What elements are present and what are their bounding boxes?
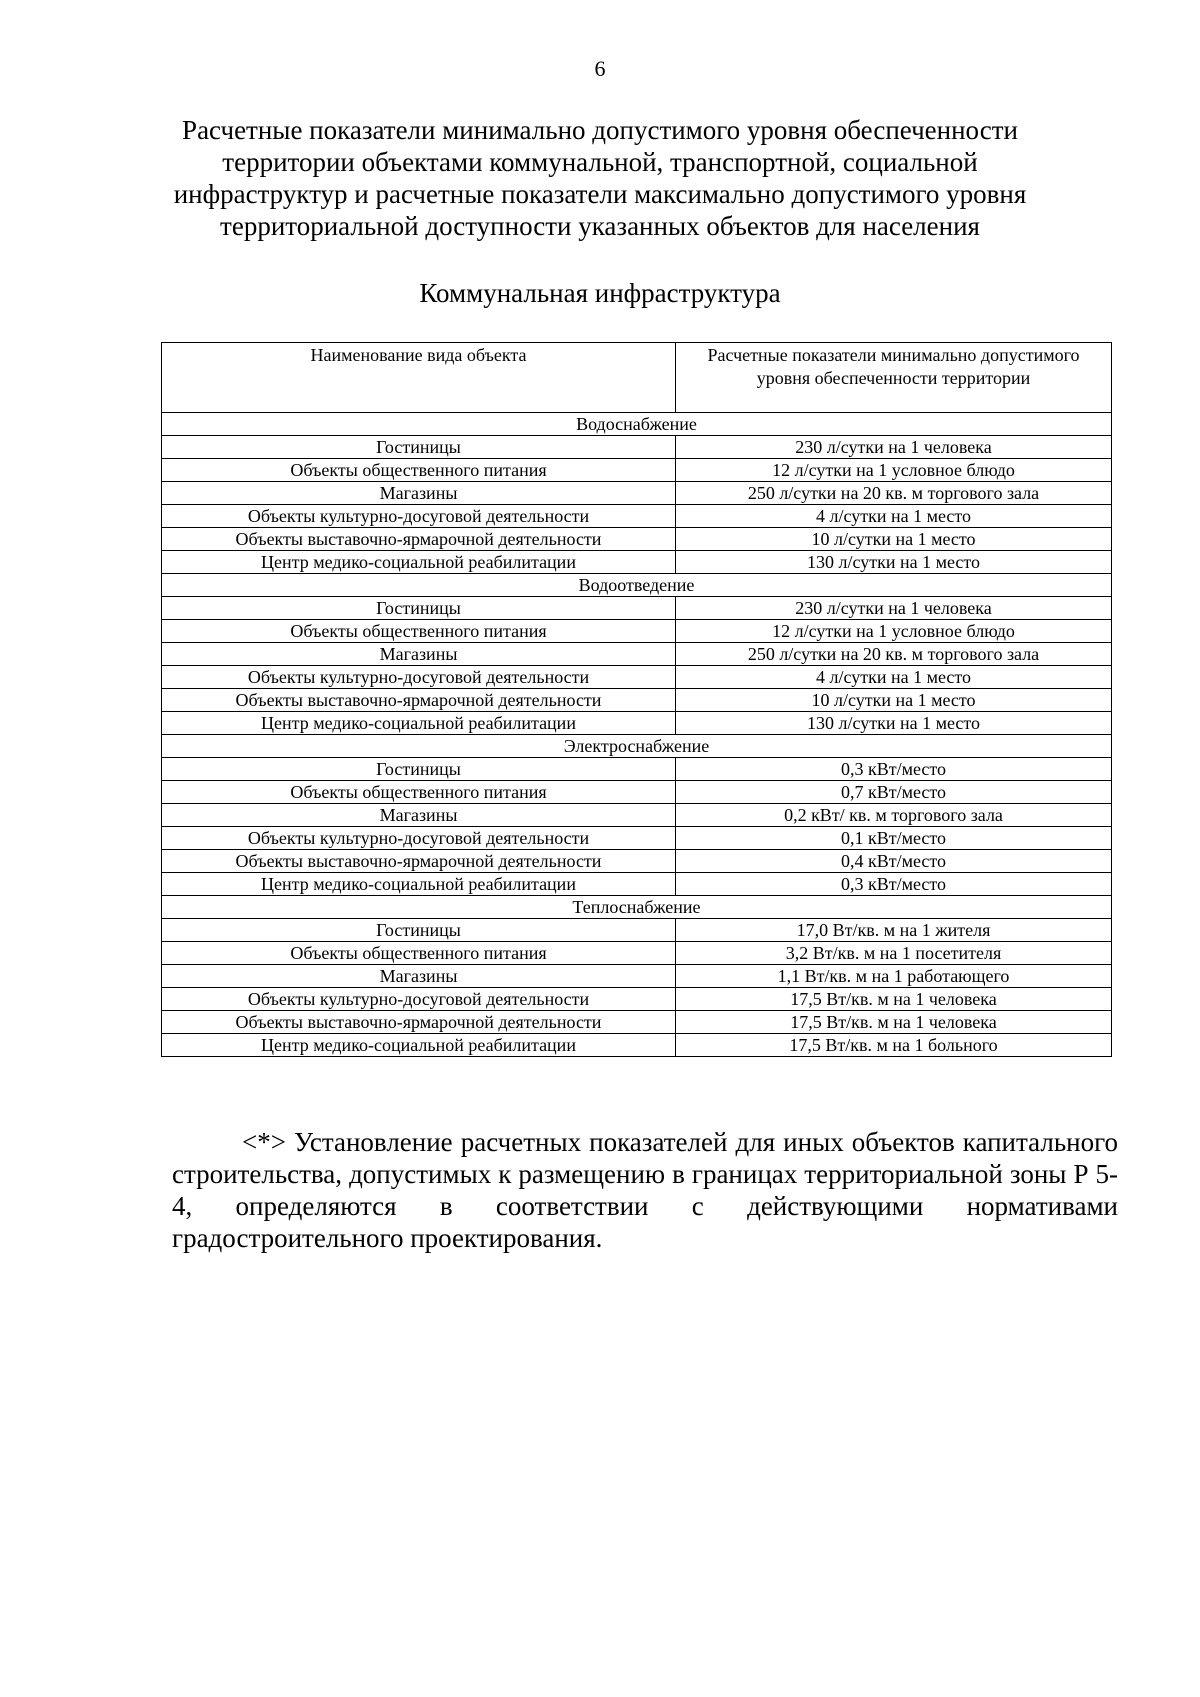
object-type-cell: Центр медико-социальной реабилитации: [162, 551, 676, 574]
norm-value-cell: 0,7 кВт/место: [676, 781, 1112, 804]
object-type-cell: Объекты культурно-досуговой деятельности: [162, 827, 676, 850]
norm-value-cell: 230 л/сутки на 1 человека: [676, 436, 1112, 459]
table-row: [162, 965, 1112, 988]
norm-value-cell: 10 л/сутки на 1 место: [676, 528, 1112, 551]
group-name: Теплоснабжение: [162, 896, 1112, 919]
table-row: [162, 827, 1112, 850]
object-type-cell: Центр медико-социальной реабилитации: [162, 712, 676, 735]
group-header-row: [162, 896, 1112, 919]
object-type-cell: Объекты выставочно-ярмарочной деятельности: [162, 689, 676, 712]
table-row: [162, 804, 1112, 827]
table-row: [162, 643, 1112, 666]
section-heading: Коммунальная инфраструктура: [419, 278, 781, 308]
table-row: [162, 781, 1112, 804]
document-title: Расчетные показатели минимально допустимого уровня обеспеченности территории объектами коммунальной, транспортной, социальной инфраструктур и расчетные показатели максимально допустимого уровня территориальной доступности указанных объектов для населения: [173, 115, 1027, 241]
norm-value-cell: 4 л/сутки на 1 место: [676, 505, 1112, 528]
object-type-cell: Объекты культурно-досуговой деятельности: [162, 505, 676, 528]
table-row: [162, 551, 1112, 574]
object-type-cell: Объекты общественного питания: [162, 459, 676, 482]
object-type-cell: Магазины: [162, 643, 676, 666]
table-row: [162, 689, 1112, 712]
table-row: [162, 505, 1112, 528]
norm-value-cell: 10 л/сутки на 1 место: [676, 689, 1112, 712]
object-type-cell: Объекты выставочно-ярмарочной деятельности: [162, 528, 676, 551]
group-header-row: [162, 735, 1112, 758]
table-row: [162, 758, 1112, 781]
norm-value-cell: 17,5 Вт/кв. м на 1 больного: [676, 1034, 1112, 1057]
object-type-cell: Магазины: [162, 804, 676, 827]
object-type-cell: Гостиницы: [162, 436, 676, 459]
table-row: [162, 988, 1112, 1011]
object-type-cell: Гостиницы: [162, 919, 676, 942]
table-row: [162, 942, 1112, 965]
object-type-cell: Магазины: [162, 965, 676, 988]
footnote: <*> Установление расчетных показателей для иных объектов капитального строительства, допустимых к размещению в границах территориальной зоны Р 5-4, определяются в соответствии с действующими нормативами градостроительного проектирования.: [172, 1127, 1118, 1253]
norm-value-cell: 4 л/сутки на 1 место: [676, 666, 1112, 689]
object-type-cell: Объекты культурно-досуговой деятельности: [162, 988, 676, 1011]
infrastructure-norms-table: [161, 342, 1112, 1057]
norm-value-cell: 0,1 кВт/место: [676, 827, 1112, 850]
table-row: [162, 712, 1112, 735]
object-type-cell: Объекты выставочно-ярмарочной деятельности: [162, 1011, 676, 1034]
norm-value-cell: 12 л/сутки на 1 условное блюдо: [676, 459, 1112, 482]
norm-value-cell: 1,1 Вт/кв. м на 1 работающего: [676, 965, 1112, 988]
table-row: [162, 482, 1112, 505]
column-header-norm: Расчетные показатели минимально допустимого уровня обеспеченности территории: [676, 343, 1112, 413]
group-name: Водоотведение: [162, 574, 1112, 597]
group-header-row: [162, 574, 1112, 597]
norm-value-cell: 0,3 кВт/место: [676, 758, 1112, 781]
table-row: [162, 919, 1112, 942]
norm-value-cell: 17,5 Вт/кв. м на 1 человека: [676, 988, 1112, 1011]
table-row: [162, 1011, 1112, 1034]
table-row: [162, 528, 1112, 551]
object-type-cell: Объекты общественного питания: [162, 942, 676, 965]
norm-value-cell: 12 л/сутки на 1 условное блюдо: [676, 620, 1112, 643]
table-row: [162, 666, 1112, 689]
table-row: [162, 459, 1112, 482]
norm-value-cell: 130 л/сутки на 1 место: [676, 712, 1112, 735]
table-row: [162, 597, 1112, 620]
table-header-row: [162, 343, 1112, 413]
norm-value-cell: 17,0 Вт/кв. м на 1 жителя: [676, 919, 1112, 942]
group-name: Водоснабжение: [162, 413, 1112, 436]
norm-value-cell: 3,2 Вт/кв. м на 1 посетителя: [676, 942, 1112, 965]
norm-value-cell: 250 л/сутки на 20 кв. м торгового зала: [676, 643, 1112, 666]
object-type-cell: Объекты культурно-досуговой деятельности: [162, 666, 676, 689]
object-type-cell: Центр медико-социальной реабилитации: [162, 873, 676, 896]
table-row: [162, 620, 1112, 643]
norm-value-cell: 130 л/сутки на 1 место: [676, 551, 1112, 574]
object-type-cell: Центр медико-социальной реабилитации: [162, 1034, 676, 1057]
object-type-cell: Объекты общественного питания: [162, 781, 676, 804]
column-header-object-type: Наименование вида объекта: [162, 343, 676, 413]
table-row: [162, 436, 1112, 459]
norm-value-cell: 0,3 кВт/место: [676, 873, 1112, 896]
table-body: [162, 413, 1112, 1057]
norm-value-cell: 230 л/сутки на 1 человека: [676, 597, 1112, 620]
object-type-cell: Объекты выставочно-ярмарочной деятельности: [162, 850, 676, 873]
table-row: [162, 850, 1112, 873]
norm-value-cell: 0,4 кВт/место: [676, 850, 1112, 873]
object-type-cell: Гостиницы: [162, 597, 676, 620]
table-row: [162, 1034, 1112, 1057]
norm-value-cell: 17,5 Вт/кв. м на 1 человека: [676, 1011, 1112, 1034]
table-row: [162, 873, 1112, 896]
object-type-cell: Объекты общественного питания: [162, 620, 676, 643]
group-name: Электроснабжение: [162, 735, 1112, 758]
object-type-cell: Магазины: [162, 482, 676, 505]
norm-value-cell: 0,2 кВт/ кв. м торгового зала: [676, 804, 1112, 827]
norm-value-cell: 250 л/сутки на 20 кв. м торгового зала: [676, 482, 1112, 505]
group-header-row: [162, 413, 1112, 436]
page-number: 6: [594, 56, 606, 81]
object-type-cell: Гостиницы: [162, 758, 676, 781]
